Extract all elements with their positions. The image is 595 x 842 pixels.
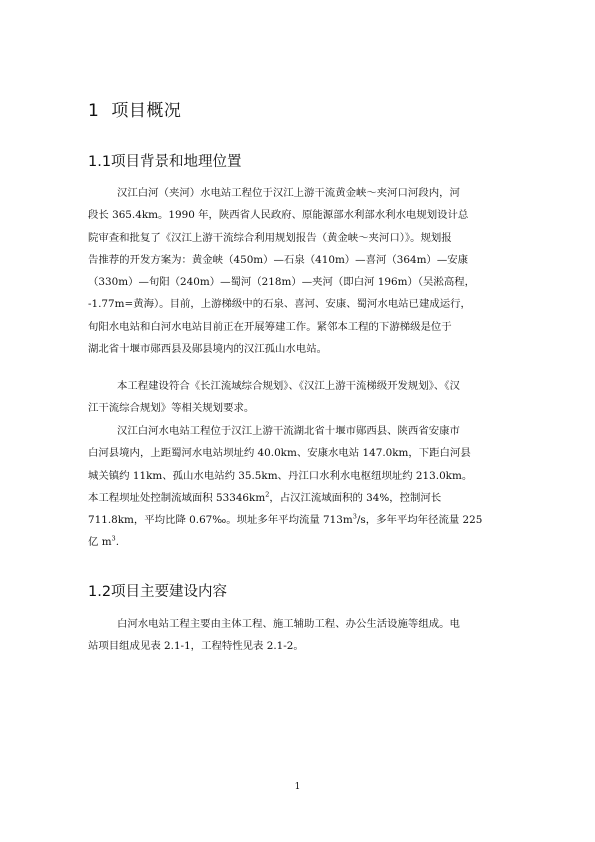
superscript-3: 3	[352, 512, 357, 521]
text-line: （330m）—旬阳（240m）—蜀河（218m）—夹河（即白河 196m）（吴淞高程，	[88, 276, 475, 289]
superscript-3: 3	[111, 535, 116, 544]
paragraph-planning	[88, 375, 508, 420]
paragraph-construction	[88, 613, 508, 658]
text-line: 城关镇约 11km、孤山水电站约 35.5km、丹江口水利水电枢纽坝址约 213.0km。	[88, 469, 473, 482]
paragraph-background	[88, 182, 508, 360]
chapter-title: 项目概况	[111, 101, 182, 121]
text-line: 旬阳水电站和白河水电站目前正在开展筹建工作。紧邻本工程的下游梯级是位于	[88, 320, 452, 333]
text-line: 告推荐的开发方案为：黄金峡（450m）—石泉（410m）—喜河（364m）—安康	[88, 253, 468, 266]
text-line: 本工程建设符合《长江流域综合规划》、《汉江上游干流梯级开发规划》、《汉	[117, 380, 460, 392]
text-line: 汉江白河水电站工程位于汉江上游干流湖北省十堰市郧西县、陕西省安康市	[117, 425, 460, 437]
text-line: 江干流综合规划》等相关规划要求。	[88, 402, 255, 415]
paragraph-location	[88, 420, 508, 554]
text-line: -1.77m=黄海）。目前，上游梯级中的石泉、喜河、安康、蜀河水电站已建成运行，	[88, 298, 471, 311]
superscript-2: 2	[265, 490, 270, 499]
text-line: 汉江白河（夹河）水电站工程位于汉江上游干流黄金峡～夹河口河段内，河	[117, 187, 460, 199]
text-line: 院审查和批复了《汉江上游干流综合利用规划报告（黄金峡～夹河口）》。规划报	[88, 231, 452, 244]
section-heading-1-1: 1.1项目背景和地理位置	[88, 154, 242, 170]
text-line: 湖北省十堰市郧西县及郧县境内的汉江孤山水电站。	[88, 343, 327, 356]
text-line: 白河水电站工程主要由主体工程、施工辅助工程、办公生活设施等组成。电	[117, 618, 460, 630]
page-number: 1	[294, 782, 301, 792]
text-line: 白河县境内，上距蜀河水电站坝址约 40.0km、安康水电站 147.0km，下距白河县	[88, 447, 471, 460]
text-line: 站项目组成见表 2.1-1，工程特性见表 2.1-2。	[88, 640, 304, 653]
section-heading-1-2: 1.2项目主要建设内容	[88, 584, 228, 600]
text-line: 本工程坝址处控制流域面积 $53346km^2$，占汉江流域面积的 34%，控制河长	[88, 490, 442, 504]
chapter-number: 1	[88, 101, 100, 121]
chapter-heading	[88, 96, 181, 121]
text-line: 段长 365.4km。1990 年，陕西省人民政府、原能源部水利部水利水电规划设计总	[88, 209, 469, 222]
text-line: 亿 $m^3$.	[88, 535, 119, 549]
text-line: 711.8km，平均比降 0.67‰。坝址多年平均流量 $713m^3/s$，多年平均年径流量 225	[88, 512, 483, 527]
